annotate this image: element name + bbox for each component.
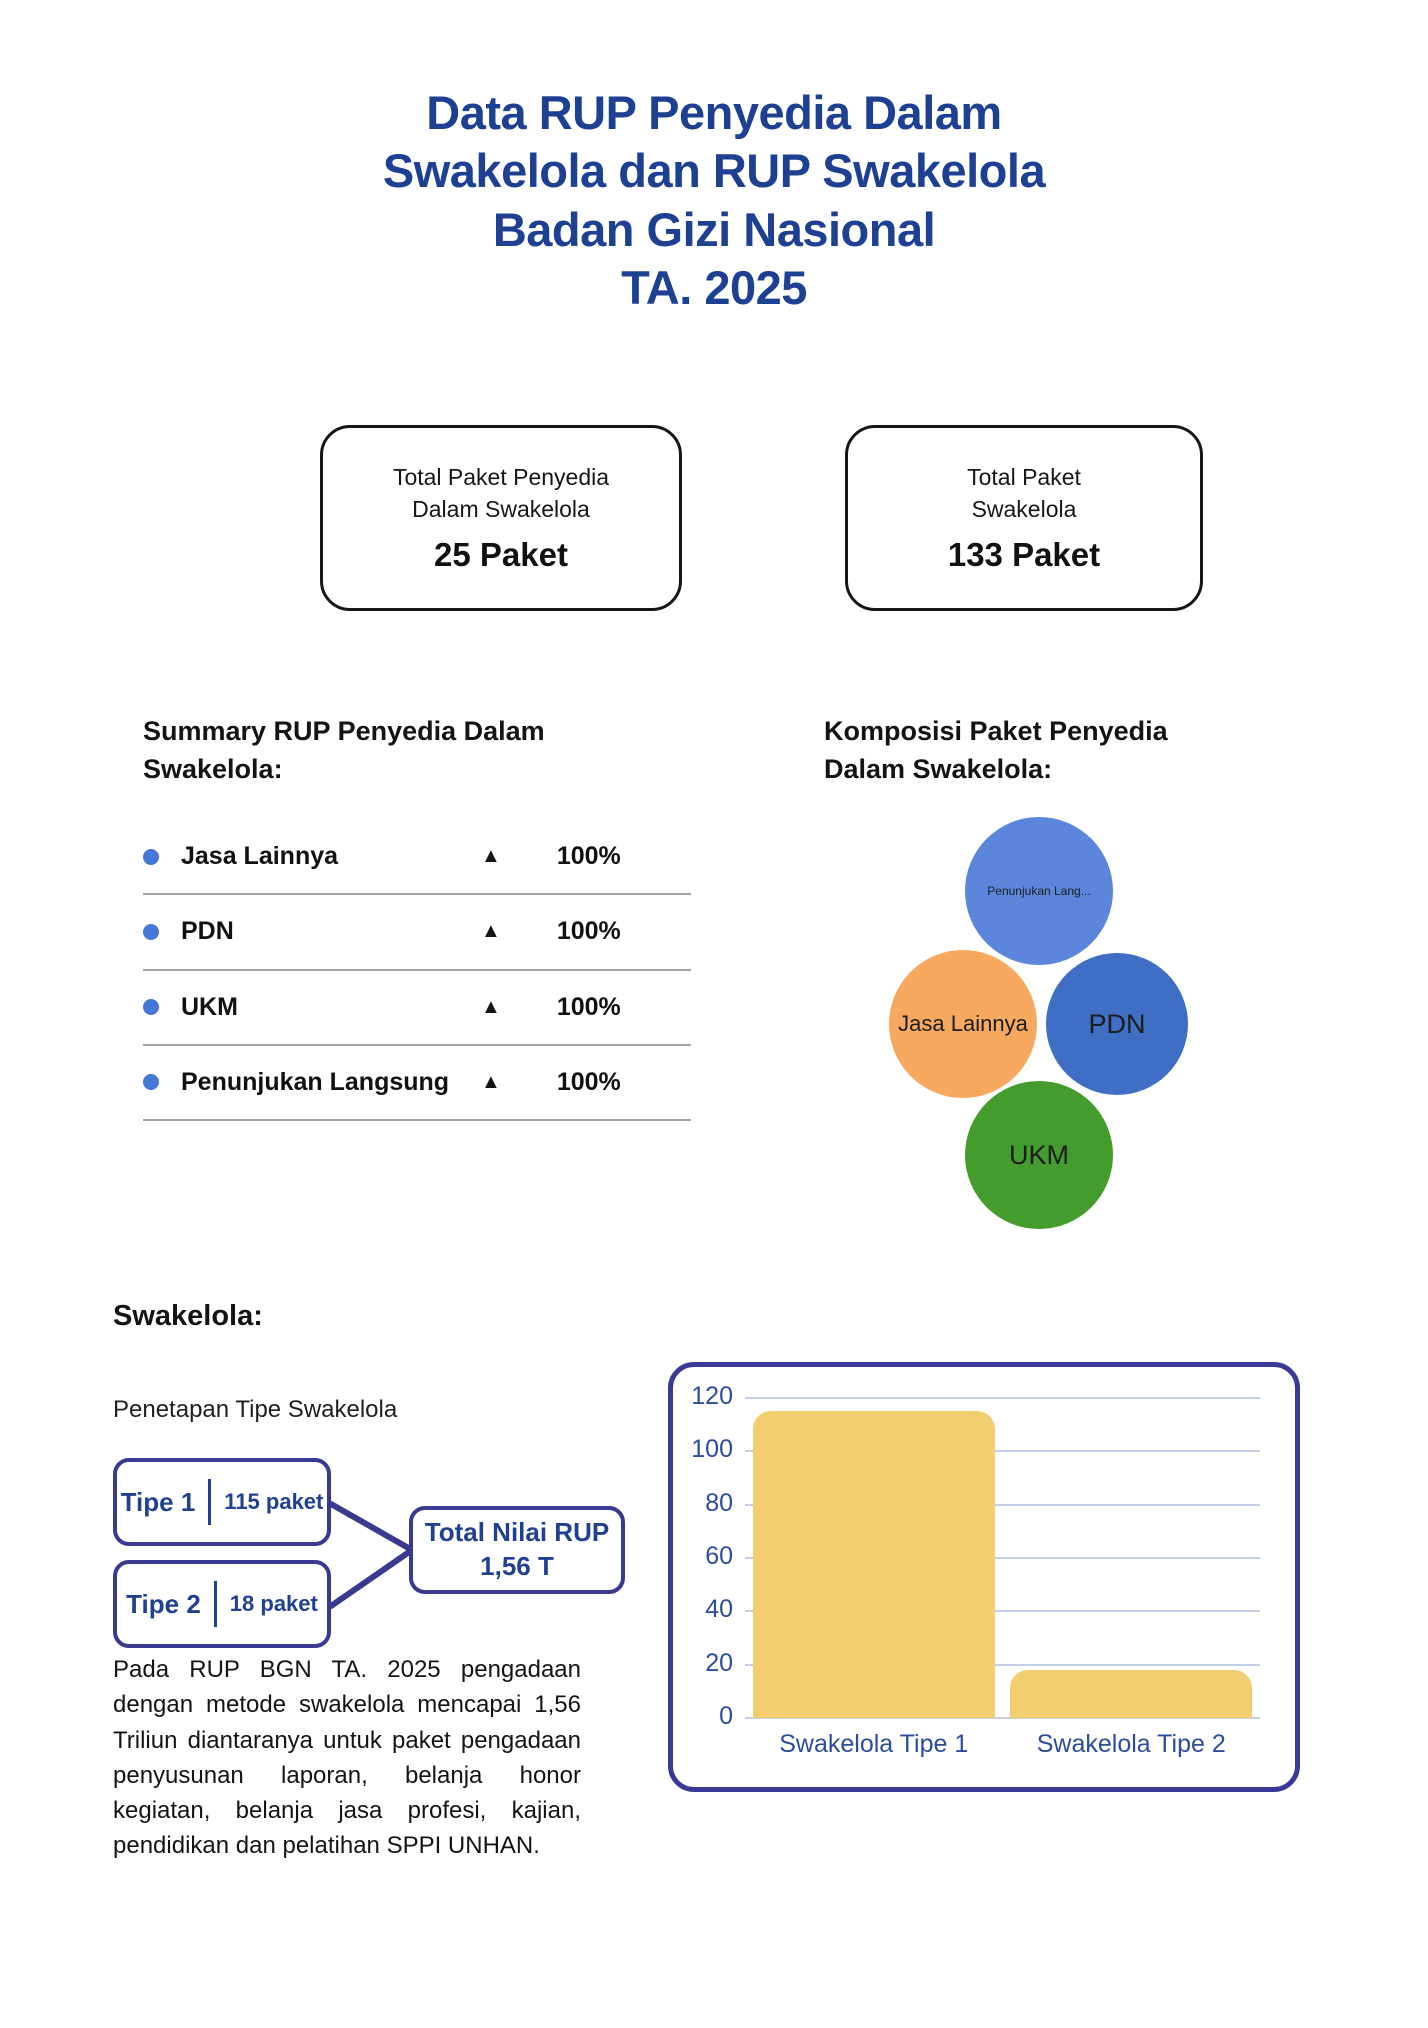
bullet-icon xyxy=(143,924,159,940)
y-tick-label: 20 xyxy=(705,1648,733,1677)
komposisi-heading: Komposisi Paket Penyedia Dalam Swakelola: xyxy=(824,716,1168,785)
x-category-label: Swakelola Tipe 2 xyxy=(1036,1730,1226,1758)
bubble-pdn xyxy=(1046,953,1188,1095)
stat-card-label xyxy=(393,462,609,525)
tipe-diagram xyxy=(113,1458,635,1658)
bubble-ukm xyxy=(965,1081,1113,1229)
tipe-box-label: Tipe 2 xyxy=(126,1588,201,1619)
stat-card-label xyxy=(967,462,1081,525)
total-nilai-label: Total Nilai RUP xyxy=(424,1517,610,1548)
summary-row-label: UKM xyxy=(181,992,238,1021)
stat-card-value: 133 Paket xyxy=(947,535,1101,573)
summary-row xyxy=(143,895,691,970)
y-tick-label: 80 xyxy=(705,1488,733,1517)
summary-row-value: 100% xyxy=(556,1067,621,1096)
total-nilai-value: 1,56 T xyxy=(480,1551,554,1581)
summary-row-label: Jasa Lainnya xyxy=(181,842,339,870)
stat-card xyxy=(845,425,1203,611)
summary-row-label: PDN xyxy=(181,917,234,946)
y-tick-label: 120 xyxy=(691,1382,733,1410)
tipe-box-label: Tipe 1 xyxy=(120,1486,196,1517)
stat-card xyxy=(320,425,682,611)
bubble-jasa-lainnya xyxy=(889,950,1037,1098)
stat-card-label-line: Dalam Swakelola xyxy=(412,496,590,522)
bullet-icon xyxy=(143,1074,159,1090)
summary-row xyxy=(143,820,691,895)
bar-chart-card xyxy=(668,1362,1300,1792)
summary-row-value: 100% xyxy=(556,917,621,946)
summary-row xyxy=(143,971,691,1046)
title-line: TA. 2025 xyxy=(621,260,807,314)
tipe-box-separator xyxy=(214,1581,217,1627)
title-line: Swakelola dan RUP Swakelola xyxy=(382,144,1046,198)
bubble-label: Jasa Lainnya xyxy=(898,1011,1028,1036)
y-tick-label: 40 xyxy=(705,1595,733,1624)
bullet-icon xyxy=(143,999,159,1015)
stat-card-value: 25 Paket xyxy=(434,535,568,573)
tipe-box-separator xyxy=(208,1479,211,1525)
tipe-box xyxy=(113,1560,331,1648)
description-paragraph: Pada RUP BGN TA. 2025 pengadaan dengan metode swakelola mencapai 1,56 Triliun diantaranya untuk paket pengadaan penyusunan laporan, belanja honor kegiatan, belanja jasa profesi, kajian, pendidikan dan pelatihan SPPI UNHAN. xyxy=(113,1656,581,1860)
stat-card-label-line: Swakelola xyxy=(971,496,1077,522)
summary-row xyxy=(143,1046,691,1121)
summary-list xyxy=(143,820,691,1121)
total-nilai-box xyxy=(409,1506,625,1594)
title-line: Badan Gizi Nasional xyxy=(492,202,936,256)
stat-card-label-line: Total Paket Penyedia xyxy=(392,464,610,491)
up-triangle-icon: ▲ xyxy=(481,845,501,868)
title-line: Data RUP Penyedia Dalam xyxy=(426,86,1002,139)
y-tick-label: 0 xyxy=(719,1702,733,1730)
bubble-label: UKM xyxy=(1009,1139,1069,1170)
summary-heading: Summary RUP Penyedia Dalam Swakelola: xyxy=(143,716,545,785)
y-tick-label: 100 xyxy=(691,1435,733,1464)
up-triangle-icon: ▲ xyxy=(481,1070,501,1093)
x-category-label: Swakelola Tipe 1 xyxy=(779,1730,969,1758)
bar xyxy=(753,1411,995,1718)
penetapan-subheading: Penetapan Tipe Swakelola xyxy=(113,1396,398,1423)
summary-row-value: 100% xyxy=(556,842,621,871)
up-triangle-icon: ▲ xyxy=(481,995,501,1018)
bubble-label: PDN xyxy=(1088,1008,1146,1039)
summary-row-value: 100% xyxy=(556,992,621,1021)
bubble-chart xyxy=(810,770,1280,1315)
bullet-icon xyxy=(143,849,159,865)
stat-card-label-line: Total Paket xyxy=(967,464,1081,491)
gridline xyxy=(745,1397,1260,1399)
swakelola-heading: Swakelola: xyxy=(113,1300,263,1332)
bar xyxy=(1010,1670,1252,1718)
up-triangle-icon: ▲ xyxy=(481,920,501,943)
tipe-box-value: 18 paket xyxy=(229,1591,318,1616)
bubble-penunjukan-lang- xyxy=(965,817,1113,965)
y-tick-label: 60 xyxy=(705,1542,733,1570)
bubble-label: Penunjukan Lang... xyxy=(987,884,1091,898)
tipe-box-value: 115 paket xyxy=(224,1489,324,1514)
summary-row-label: Penunjukan Langsung xyxy=(181,1067,450,1096)
tipe-box xyxy=(113,1458,331,1546)
page-title xyxy=(0,84,1428,317)
